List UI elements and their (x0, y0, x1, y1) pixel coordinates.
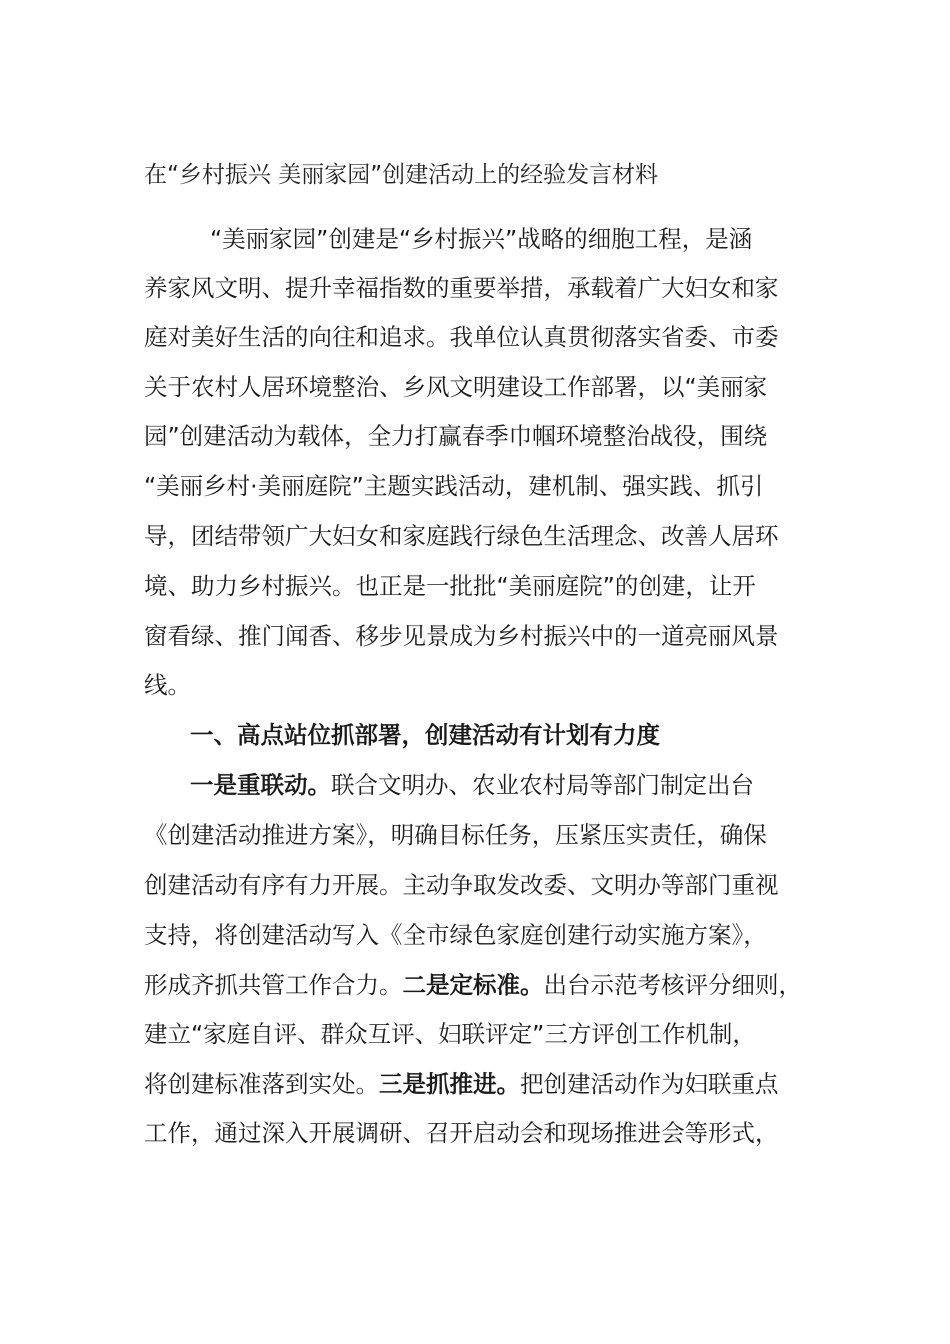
point-lead-1: 一是重联动。 (190, 771, 331, 799)
point-text-pre-2: 形成齐抓共管工作合力。 (144, 971, 403, 999)
section1-line-1 (190, 766, 754, 804)
intro-line-1: “美丽家园”创建是“乡村振兴”战略的细胞工程，是涵 (210, 225, 753, 253)
point-text-2: 出台示范考核评分细则， (543, 971, 802, 999)
intro-line-7: 导，团结带领广大妇女和家庭践行绿色生活理念、改善人居环 (144, 522, 779, 550)
intro-line-8: 境、助力乡村振兴。也正是一批批“美丽庭院”的创建，让开 (144, 572, 756, 600)
section1-line-2: 《创建活动推进方案》，明确目标任务，压紧压实责任，确保 (144, 821, 767, 849)
point-lead-3: 三是抓推进。 (379, 1070, 520, 1098)
section1-line-3: 创建活动有序有力开展。主动争取发改委、文明办等部门重视 (144, 871, 779, 899)
intro-line-6: “美丽乡村·美丽庭院”主题实践活动，建机制、强实践、抓引 (144, 472, 764, 500)
point-text-3: 把创建活动作为妇联重点 (520, 1070, 779, 1098)
point-text-pre-3: 将创建标准落到实处。 (144, 1070, 379, 1098)
intro-line-3: 庭对美好生活的向往和追求。我单位认真贯彻落实省委、市委 (144, 323, 779, 351)
intro-line-4: 关于农村人居环境整治、乡风文明建设工作部署，以“美丽家 (144, 373, 768, 401)
intro-line-2: 养家风文明、提升幸福指数的重要举措，承载着广大妇女和家 (144, 274, 779, 302)
intro-line-9: 窗看绿、推门闻香、移步见景成为乡村振兴中的一道亮丽风景 (144, 622, 779, 650)
intro-line-10: 线。 (144, 671, 191, 699)
section1-line-8: 工作，通过深入开展调研、召开启动会和现场推进会等形式， (144, 1119, 779, 1147)
document-title: 在“乡村振兴 美丽家园”创建活动上的经验发言材料 (144, 162, 659, 188)
point-text-1: 联合文明办、农业农村局等部门制定出台 (331, 771, 754, 799)
section1-line-5 (144, 966, 802, 1004)
section1-line-7 (144, 1065, 779, 1103)
section1-line-4: 支持，将创建活动写入《全市绿色家庭创建行动实施方案》， (144, 921, 767, 949)
section1-line-6: 建立“家庭自评、群众互评、妇联评定”三方评创工作机制， (144, 1020, 756, 1048)
section-heading-1: 一、高点站位抓部署，创建活动有计划有力度 (190, 721, 660, 749)
intro-line-5: 园”创建活动为载体，全力打赢春季巾帼环境整治战役，围绕 (144, 422, 768, 450)
point-lead-2: 二是定标准。 (402, 971, 544, 999)
